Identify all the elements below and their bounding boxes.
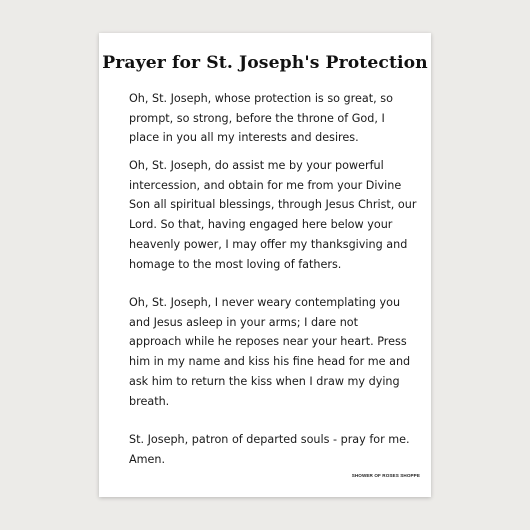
prayer-line: Oh, St. Joseph, I never weary contemplating you [129, 296, 401, 309]
prayer-line: Son all spiritual blessings, through Jesus Christ, our [129, 198, 417, 212]
prayer-line: breath. [129, 394, 170, 408]
prayer-line: and Jesus asleep in your arms; I dare not [129, 315, 359, 329]
prayer-paragraph-3 [129, 293, 419, 411]
prayer-line: heavenly power, I may offer my thanksgiving and [129, 237, 408, 251]
prayer-paragraph-4 [129, 430, 419, 469]
prayer-paragraph-2 [129, 156, 419, 274]
prayer-paragraph-1 [129, 89, 419, 148]
prayer-line: Lord. So that, having engaged here below your [129, 218, 393, 232]
card-title: Prayer for St. Joseph's Protection [102, 53, 428, 73]
prayer-line: Amen. [129, 452, 166, 466]
prayer-card [99, 33, 431, 497]
prayer-line: place in you all my interests and desires. [129, 131, 359, 145]
shop-footer-label: SHOWER OF ROSES SHOPPE [351, 473, 420, 478]
prayer-line: ask him to return the kiss when I draw my dying [129, 374, 400, 388]
prayer-line: Oh, St. Joseph, whose protection is so great, so [129, 92, 393, 105]
prayer-line: intercession, and obtain for me from your Divine [129, 178, 402, 192]
prayer-line: Oh, St. Joseph, do assist me by your powerful [129, 159, 384, 172]
prayer-line: St. Joseph, patron of departed souls - pray for me. [129, 433, 410, 446]
prayer-line: prompt, so strong, before the throne of God, I [129, 111, 385, 125]
prayer-line: homage to the most loving of fathers. [129, 257, 342, 271]
prayer-line: him in my name and kiss his fine head for me and [129, 355, 411, 369]
prayer-line: approach while he reposes near your heart. Press [129, 335, 407, 349]
